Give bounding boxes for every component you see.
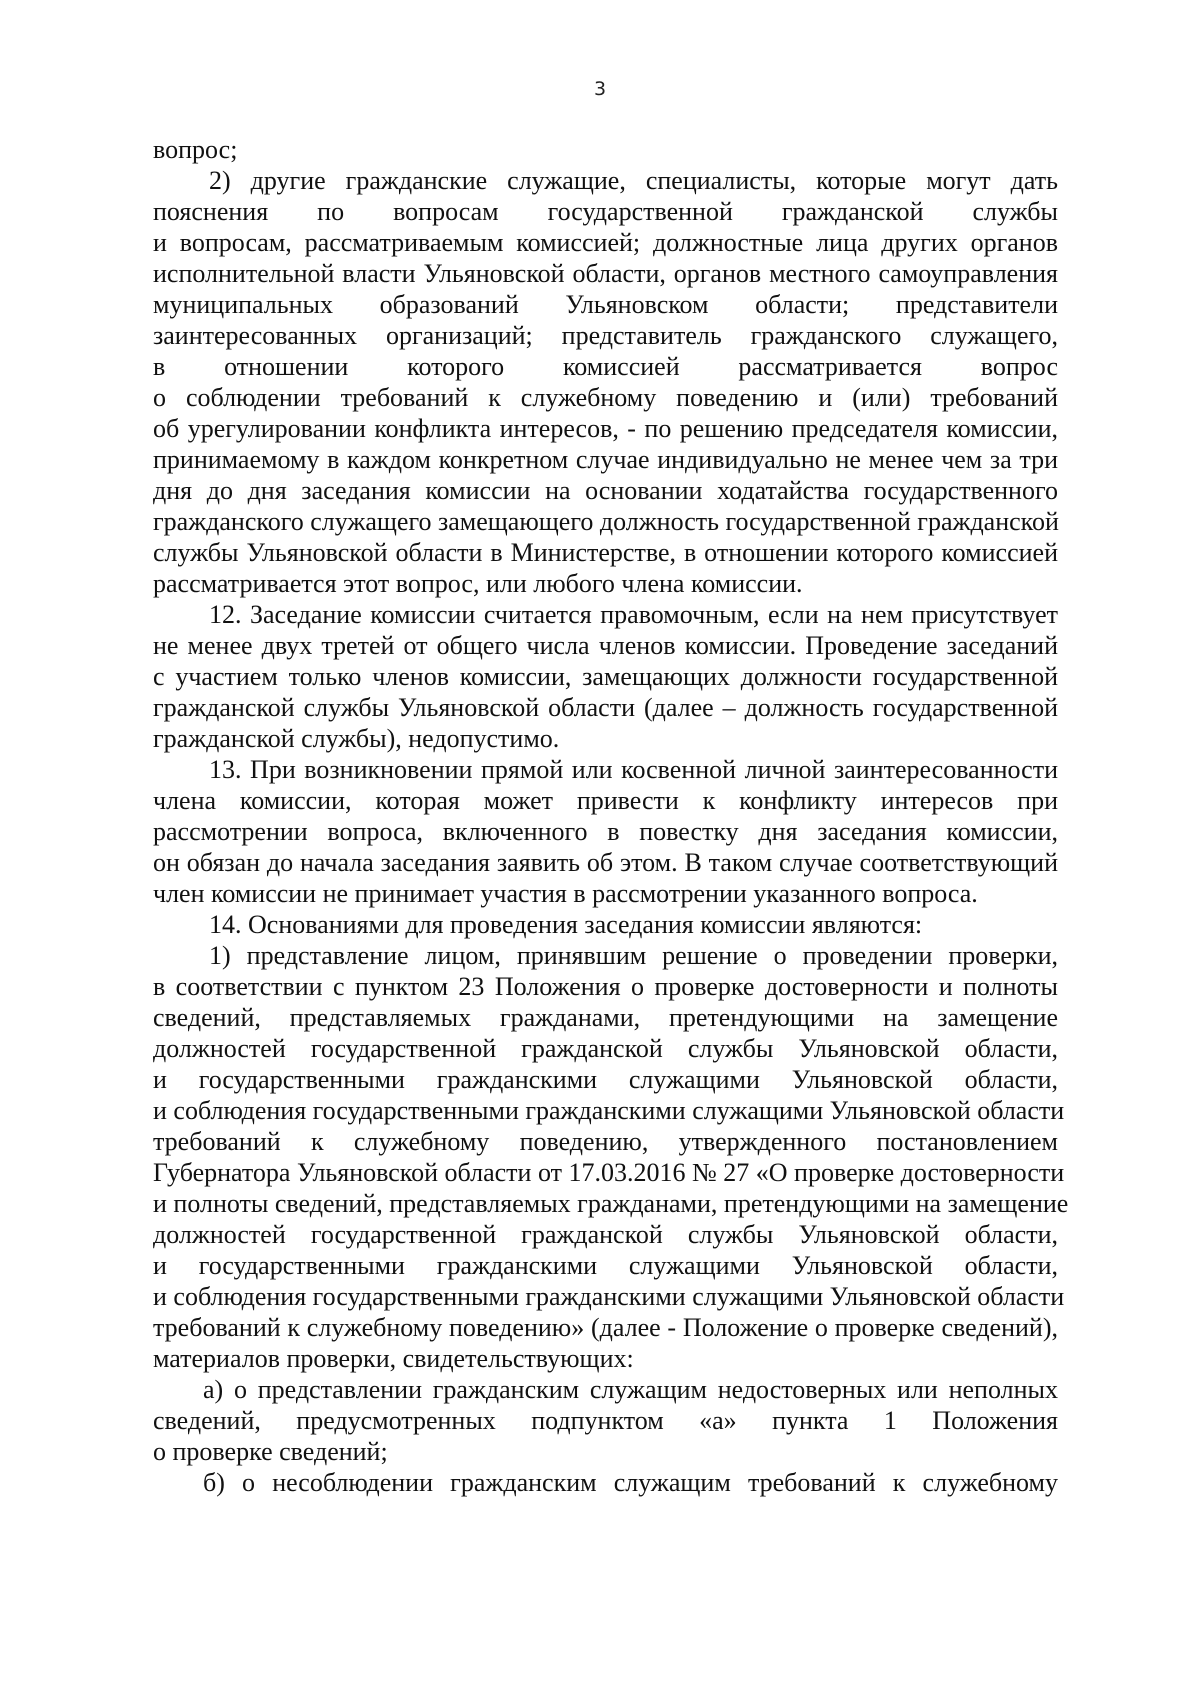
text-line: 1) представление лицом, принявшим решение о проведении проверки, bbox=[209, 941, 1058, 970]
text-line: и вопросам, рассматриваемым комиссией; должностные лица других органов bbox=[153, 228, 1058, 257]
text-line: материалов проверки, свидетельствующих: bbox=[153, 1344, 634, 1373]
text-line: рассмотрении вопроса, включенного в повестку дня заседания комиссии, bbox=[153, 817, 1058, 846]
text-line: в соответствии с пунктом 23 Положения о проверке достоверности и полноты bbox=[153, 972, 1058, 1001]
text-line: требований к служебному поведению» (далее - Положение о проверке сведений), bbox=[153, 1313, 1058, 1342]
page-number: 3 bbox=[593, 78, 607, 100]
text-line: а) о представлении гражданским служащим недостоверных или неполных bbox=[203, 1375, 1058, 1404]
text-line: Губернатора Ульяновской области от 17.03.2016 № 27 «О проверке достоверности bbox=[153, 1158, 1065, 1187]
text-line: 14. Основаниями для проведения заседания комиссии являются: bbox=[209, 910, 923, 939]
text-line: заинтересованных организаций; представитель гражданского служащего, bbox=[153, 321, 1058, 350]
text-line: о соблюдении требований к служебному поведению и (или) требований bbox=[153, 383, 1058, 412]
text-line: об урегулировании конфликта интересов, - по решению председателя комиссии, bbox=[153, 414, 1058, 443]
text-line: исполнительной власти Ульяновской области, органов местного самоуправления bbox=[153, 259, 1058, 288]
text-line: он обязан до начала заседания заявить об этом. В таком случае соответствующий bbox=[153, 848, 1058, 877]
text-line: в отношении которого комиссией рассматривается вопрос bbox=[153, 352, 1058, 381]
text-line: муниципальных образований Ульяновском области; представители bbox=[153, 290, 1058, 319]
text-line: гражданской службы Ульяновской области (далее – должность государственной bbox=[153, 693, 1058, 722]
text-line: член комиссии не принимает участия в рассмотрении указанного вопроса. bbox=[153, 879, 978, 908]
text-line: сведений, предусмотренных подпунктом «а» пункта 1 Положения bbox=[153, 1406, 1058, 1435]
text-line: гражданского служащего замещающего должность государственной гражданской bbox=[153, 507, 1059, 536]
text-line: члена комиссии, которая может привести к конфликту интересов при bbox=[153, 786, 1058, 815]
text-line: о проверке сведений; bbox=[153, 1437, 388, 1466]
text-line: и государственными гражданскими служащими Ульяновской области, bbox=[153, 1065, 1058, 1094]
text-line: сведений, представляемых гражданами, претендующими на замещение bbox=[153, 1003, 1058, 1032]
text-line: с участием только членов комиссии, замещающих должности государственной bbox=[153, 662, 1058, 691]
text-line: рассматривается этот вопрос, или любого члена комиссии. bbox=[153, 569, 803, 598]
document-body bbox=[153, 134, 1069, 1498]
text-line: и соблюдения государственными гражданскими служащими Ульяновской области bbox=[153, 1096, 1065, 1125]
text-line: гражданской службы), недопустимо. bbox=[153, 724, 560, 753]
text-line: и соблюдения государственными гражданскими служащими Ульяновской области bbox=[153, 1282, 1065, 1311]
text-line: 12. Заседание комиссии считается правомочным, если на нем присутствует bbox=[209, 600, 1058, 629]
text-line: и полноты сведений, представляемых гражданами, претендующими на замещение bbox=[153, 1189, 1069, 1218]
text-line: дня до дня заседания комиссии на основании ходатайства государственного bbox=[153, 476, 1058, 505]
text-line: службы Ульяновской области в Министерстве, в отношении которого комиссией bbox=[153, 538, 1058, 567]
text-line: должностей государственной гражданской службы Ульяновской области, bbox=[153, 1220, 1058, 1249]
text-line: и государственными гражданскими служащими Ульяновской области, bbox=[153, 1251, 1058, 1280]
text-line: требований к служебному поведению, утвержденного постановлением bbox=[153, 1127, 1058, 1156]
text-line: 2) другие гражданские служащие, специалисты, которые могут дать bbox=[209, 166, 1058, 195]
text-line: должностей государственной гражданской службы Ульяновской области, bbox=[153, 1034, 1058, 1063]
text-line: 13. При возникновении прямой или косвенной личной заинтересованности bbox=[209, 755, 1058, 784]
text-line: пояснения по вопросам государственной гражданской службы bbox=[153, 197, 1058, 226]
text-line: принимаемому в каждом конкретном случае индивидуально не менее чем за три bbox=[153, 445, 1058, 474]
text-line: б) о несоблюдении гражданским служащим требований к служебному bbox=[203, 1468, 1058, 1497]
text-line: вопрос; bbox=[153, 135, 238, 164]
text-line: не менее двух третей от общего числа членов комиссии. Проведение заседаний bbox=[153, 631, 1058, 660]
